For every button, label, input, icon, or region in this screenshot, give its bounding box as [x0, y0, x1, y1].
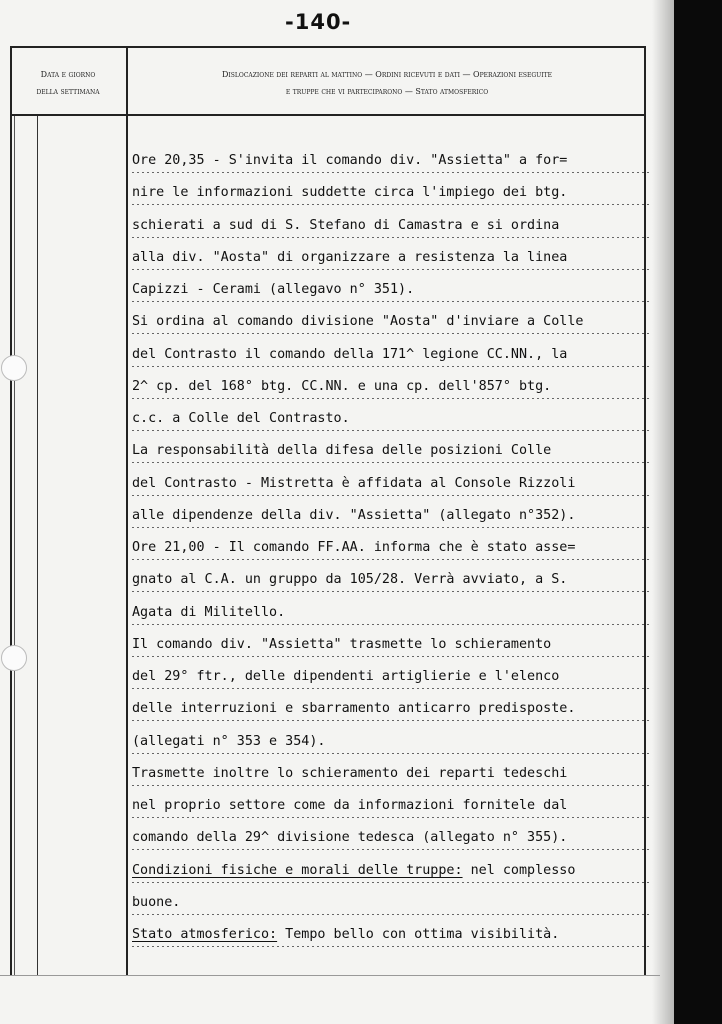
text-line: Il comando div. "Assietta" trasmette lo schieramento [132, 629, 652, 661]
text-line: Stato atmosferico: Tempo bello con ottima visibilità. [132, 919, 652, 951]
text-line: del 29° ftr., delle dipendenti artiglierie e l'elenco [132, 661, 652, 693]
punch-hole-bottom [1, 645, 27, 671]
typed-text-body [132, 145, 652, 951]
text-line: La responsabilità della difesa delle posizioni Colle [132, 435, 652, 467]
text-line: Capizzi - Cerami (allegavo n° 351). [132, 274, 652, 306]
text-line: c.c. a Colle del Contrasto. [132, 403, 652, 435]
text-line: comando della 29^ divisione tedesca (allegato n° 355). [132, 822, 652, 854]
text-line: Si ordina al comando divisione "Aosta" d'inviare a Colle [132, 306, 652, 338]
text-line: schierati a sud di S. Stefano di Camastra e si ordina [132, 210, 652, 242]
text-line: Condizioni fisiche e morali delle truppe: nel complesso [132, 855, 652, 887]
header-operations-line2: e truppe che vi parteciparono — Stato atmosferico [285, 87, 489, 96]
column-divider [126, 46, 128, 976]
page-number: -140- [285, 10, 352, 34]
header-date-line2: della settimana [36, 87, 100, 96]
text-line: gnato al C.A. un gruppo da 105/28. Verrà avviato, a S. [132, 564, 652, 596]
text-line: Trasmette inoltre lo schieramento dei reparti tedeschi [132, 758, 652, 790]
page-edge-shadow [652, 0, 674, 1024]
morale-heading: Condizioni fisiche e morali delle truppe: [132, 862, 463, 878]
punch-hole-top [1, 355, 27, 381]
bottom-rule [0, 975, 660, 976]
text-line: (allegati n° 353 e 354). [132, 726, 652, 758]
header-date-label [12, 66, 124, 100]
margin-rule [14, 116, 15, 976]
header-operations-label [134, 66, 640, 100]
text-line: del Contrasto - Mistretta è affidata al Console Rizzoli [132, 468, 652, 500]
text-line: 2^ cp. del 168° btg. CC.NN. e una cp. dell'857° btg. [132, 371, 652, 403]
page-edge-dark-border [674, 0, 722, 1024]
header-operations-line1: Dislocazione dei reparti al mattino — Ordini ricevuti e dati — Operazioni eseguite [222, 70, 552, 79]
text-line: nire le informazioni suddette circa l'impiego dei btg. [132, 177, 652, 209]
text-line: buone. [132, 887, 652, 919]
text-line: alle dipendenze della div. "Assietta" (allegato n°352). [132, 500, 652, 532]
text-line: alla div. "Aosta" di organizzare a resistenza la linea [132, 242, 652, 274]
text-line: Ore 21,00 - Il comando FF.AA. informa che è stato asse= [132, 532, 652, 564]
text-line: del Contrasto il comando della 171^ legione CC.NN., la [132, 339, 652, 371]
text-line: Ore 20,35 - S'invita il comando div. "Assietta" a for= [132, 145, 652, 177]
text-line: delle interruzioni e sbarramento anticarro predisposte. [132, 693, 652, 725]
header-date-line1: Data e giorno [40, 70, 96, 79]
date-column-rule [37, 116, 38, 976]
text-line: Agata di Militello. [132, 597, 652, 629]
weather-heading: Stato atmosferico: [132, 927, 278, 942]
text-line: nel proprio settore come da informazioni fornitele dal [132, 790, 652, 822]
